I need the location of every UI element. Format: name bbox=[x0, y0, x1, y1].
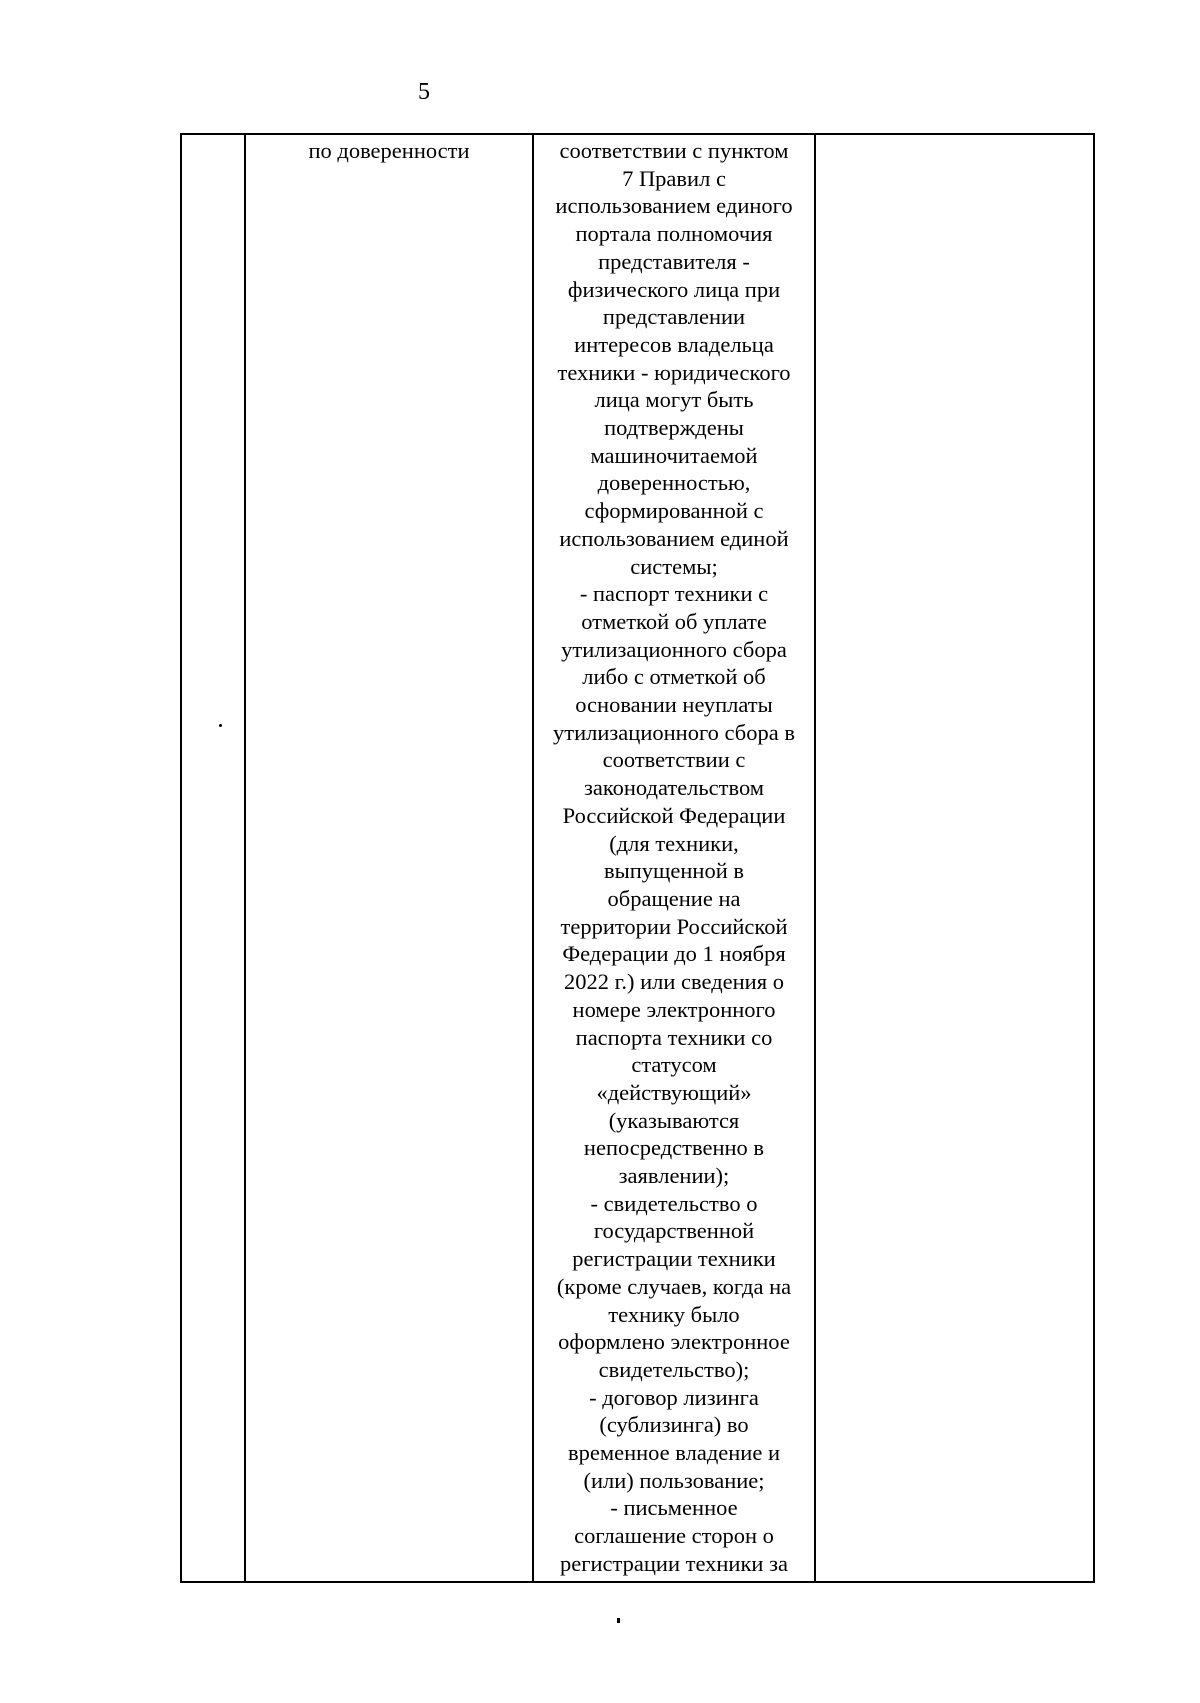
cell-notes-text bbox=[816, 135, 1095, 137]
cell-number bbox=[182, 135, 244, 1581]
cell-documents bbox=[534, 135, 814, 1581]
document-table bbox=[180, 133, 1095, 1583]
footer-mark bbox=[617, 1618, 620, 1623]
cell-applicant-text: по доверенности bbox=[308, 138, 470, 163]
cell-notes bbox=[816, 135, 1095, 1581]
cell-applicant bbox=[246, 135, 532, 1581]
page-number-text: 5 bbox=[418, 79, 430, 105]
page-number bbox=[0, 78, 1200, 106]
cell-documents-text: соответствии с пунктом 7 Правил с использованием единого портала полномочия представителя - физического лица при представлении интересов владельца техники - юридического лица могут быть подтверждены машиночитаемой доверенностью, сформированной с использованием единой системы; - паспорт техники с отметкой об уплате утилизационного сбора либо с отметкой об основании неуплаты утилизационного сбора в соответствии с законодательством Российской Федерации (для техники, выпущенной в обращение на территории Российской Федерации до 1 ноября 2022 г.) или сведения о номере электронного паспорта техники со статусом «действующий» (указываются непосредственно в заявлении); - свидетельство о государственной регистрации техники (кроме случаев, когда на технику было оформлено электронное свидетельство); - договор лизинга (сублизинга) во временное владение и (или) пользование; - письменное соглашение сторон о регистрации техники за bbox=[553, 138, 795, 1576]
stray-mark bbox=[219, 724, 222, 727]
cell-number-text bbox=[182, 135, 244, 137]
